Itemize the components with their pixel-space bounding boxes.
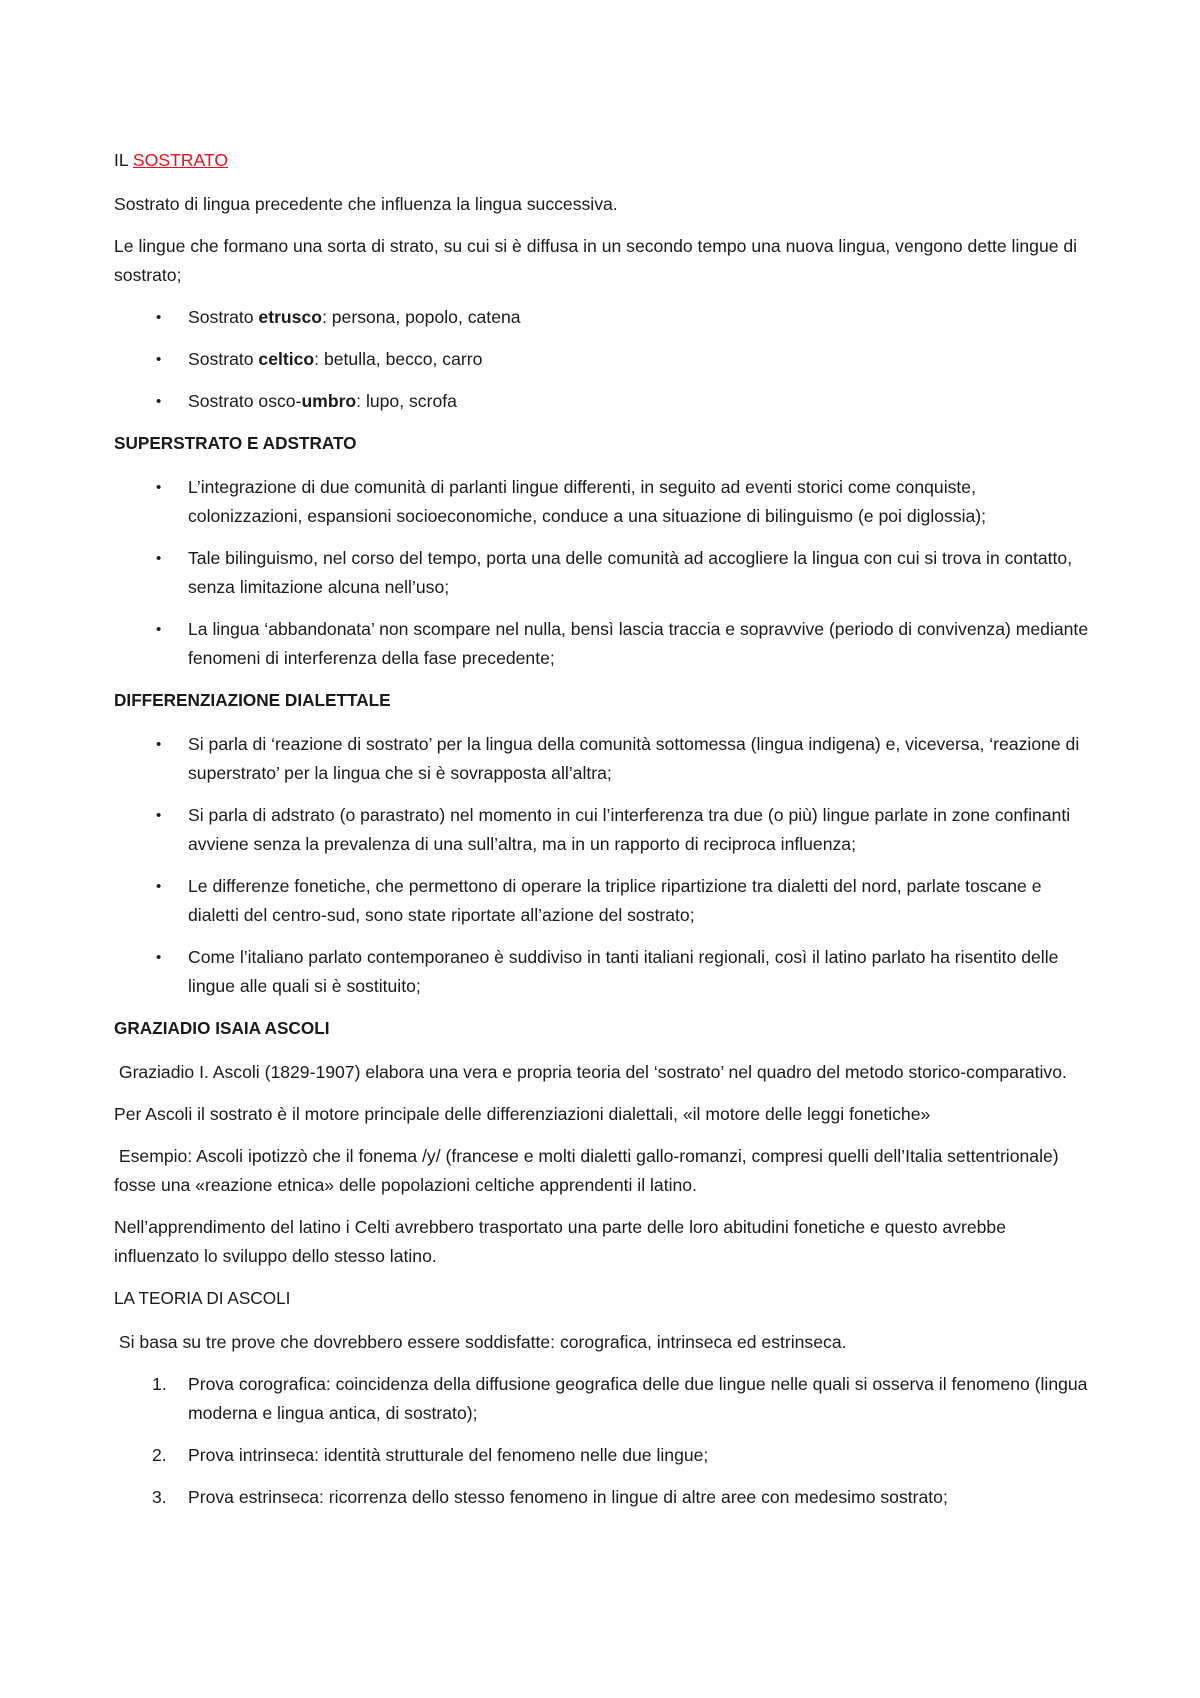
list-item: • Si parla di adstrato (o parastrato) nel momento in cui l’interferenza tra due (o più) lingue parlate in zone confinanti avviene senza la prevalenza di una sull’altra, ma in un rapporto di reciproca influenza; [114,801,1090,859]
list-item: • Come l’italiano parlato contemporaneo è suddiviso in tanti italiani regionali, così il latino parlato ha risentito delle lingue alle quali si è sostituito; [114,943,1090,1001]
title-prefix: IL [114,150,133,170]
superstrato-list [114,473,1090,673]
teoria-list [114,1370,1090,1512]
list-item: • Sostrato osco-umbro: lupo, scrofa [114,387,1090,416]
list-number: 2. [152,1445,167,1465]
sostrato-list [114,303,1090,416]
intro-paragraph-1: Sostrato di lingua precedente che influenza la lingua successiva. [114,194,618,214]
ascoli-paragraph-1: Graziadio I. Ascoli (1829-1907) elabora una vera e propria teoria del ‘sostrato’ nel quadro del metodo storico-comparativo. [114,1062,1067,1082]
list-number: 3. [152,1487,167,1507]
ascoli-paragraph-4: Nell’apprendimento del latino i Celti avrebbero trasportato una parte delle loro abitudini fonetiche e questo avrebbe influenzato lo sviluppo dello stesso latino. [114,1217,1006,1266]
list-item: • Sostrato celtico: betulla, becco, carro [114,345,1090,374]
list-item: • Tale bilinguismo, nel corso del tempo, porta una delle comunità ad accogliere la lingua con cui si trova in contatto, senza limitazione alcuna nell’uso; [114,544,1090,602]
bullet-icon: • [156,949,162,966]
bullet-icon: • [156,736,162,753]
bullet-icon: • [156,878,162,895]
list-item: 3. Prova estrinseca: ricorrenza dello stesso fenomeno in lingue di altre aree con medesimo sostrato; [114,1483,1090,1512]
intro-paragraph-2: Le lingue che formano una sorta di strato, su cui si è diffusa in un secondo tempo una nuova lingua, vengono dette lingue di sostrato; [114,236,1078,285]
list-item: • Le differenze fonetiche, che permettono di operare la triplice ripartizione tra dialetti del nord, parlate toscane e dialetti del centro-sud, sono state riportate all’azione del sostrato; [114,872,1090,930]
differenziazione-list [114,730,1090,1001]
list-item: • Si parla di ‘reazione di sostrato’ per la lingua della comunità sottomessa (lingua indigena) e, viceversa, ‘reazione di superstrato’ per la lingua che si è sovrapposta all’altra; [114,730,1090,788]
ascoli-paragraph-2: Per Ascoli il sostrato è il motore principale delle differenziazioni dialettali, «il motore delle leggi fonetiche» [114,1104,931,1124]
bullet-icon: • [156,309,162,326]
bullet-icon: • [156,479,162,496]
list-item: • Sostrato etrusco: persona, popolo, catena [114,303,1090,332]
list-item: 2. Prova intrinseca: identità strutturale del fenomeno nelle due lingue; [114,1441,1090,1470]
list-item: • L’integrazione di due comunità di parlanti lingue differenti, in seguito ad eventi storici come conquiste, colonizzazioni, espansioni socioeconomiche, conduce a una situazione di bilinguismo (e poi diglossia); [114,473,1090,531]
bullet-icon: • [156,621,162,638]
list-item: • La lingua ‘abbandonata’ non scompare nel nulla, bensì lascia traccia e sopravvive (periodo di convivenza) mediante fenomeni di interferenza della fase precedente; [114,615,1090,673]
bullet-icon: • [156,393,162,410]
ascoli-paragraph-3: Esempio: Ascoli ipotizzò che il fonema /y/ (francese e molti dialetti gallo-romanzi, compresi quelli dell’Italia settentrionale) fosse una «reazione etnica» delle popolazioni celtiche apprendenti il latino. [114,1146,1064,1195]
bullet-icon: • [156,550,162,567]
section-heading-ascoli: GRAZIADIO ISAIA ASCOLI [114,1018,330,1038]
bullet-icon: • [156,807,162,824]
list-number: 1. [152,1374,167,1394]
list-item: 1. Prova corografica: coincidenza della diffusione geografica delle due lingue nelle quali si osserva il fenomeno (lingua moderna e lingua antica, di sostrato); [114,1370,1090,1428]
teoria-intro: Si basa su tre prove che dovrebbero essere soddisfatte: corografica, intrinseca ed estrinseca. [114,1332,847,1352]
document-title [114,146,1090,175]
bullet-icon: • [156,351,162,368]
section-heading-teoria: LA TEORIA DI ASCOLI [114,1288,291,1308]
title-highlight-link[interactable]: SOSTRATO [132,150,229,170]
section-heading-differenziazione: DIFFERENZIAZIONE DIALETTALE [114,690,391,710]
section-heading-superstrato: SUPERSTRATO E ADSTRATO [114,433,357,453]
